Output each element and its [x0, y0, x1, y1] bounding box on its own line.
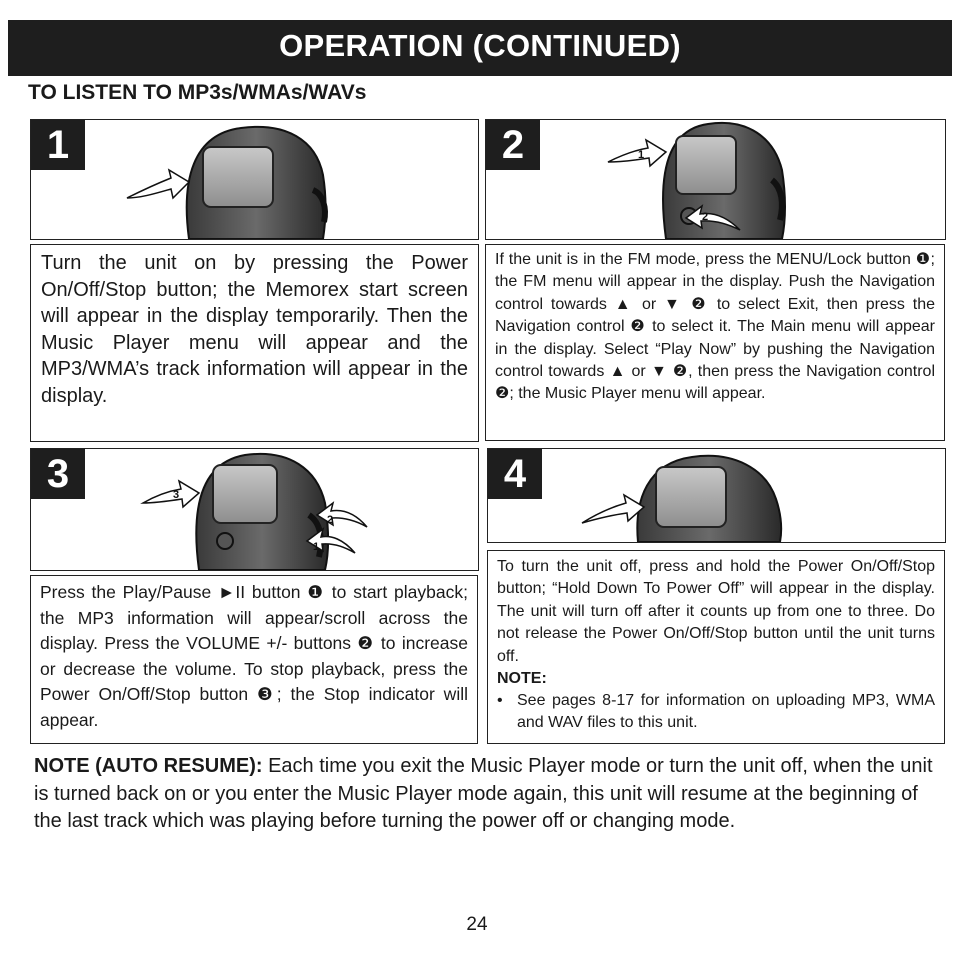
- step-4-number: 4: [488, 449, 542, 499]
- step-1-text-box: [30, 244, 479, 442]
- step-4-text-box: [487, 550, 945, 744]
- arrow-icon: [582, 495, 644, 523]
- bullet-icon: •: [497, 692, 503, 710]
- auto-resume-note: [34, 753, 944, 836]
- device-illustration: [31, 120, 478, 239]
- step-2-text: If the unit is in the FM mode, press the MENU/Lock button ❶; the FM menu will appear in the display. Push the Navigation control towards ▲ or ▼ ❷ to select Exit, then press the Navigation control ❷ to select it. The Main menu will appear in the display. Select “Play Now” by pushing the Navigation control towards ▲ or ▼ ❷, then press the Navigation control ❷; the Music Player menu will appear.: [495, 251, 935, 403]
- section-title: TO LISTEN TO MP3s/WMAs/WAVs: [28, 81, 367, 104]
- display-screen: [203, 147, 273, 207]
- step-2-text-box: [485, 244, 945, 441]
- callout-2: 2: [327, 514, 334, 526]
- note-item-text: See pages 8-17 for information on uploading MP3, WMA and WAV files to this unit.: [517, 692, 935, 732]
- arrow-icon: [127, 170, 189, 198]
- note-label: NOTE:: [497, 670, 547, 688]
- step-2-number: 2: [486, 120, 540, 170]
- auto-resume-text: Each time you exit the Music Player mode or turn the unit off, when the unit is turned back on or you enter the Music Player mode again, this unit will resume at the beginning of the last track which was playing before turning the power off or changing mode.: [34, 755, 933, 832]
- auto-resume-label: NOTE (AUTO RESUME):: [34, 755, 263, 777]
- step-1-illustration: [30, 119, 479, 240]
- step-3-number: 3: [31, 449, 85, 499]
- callout-1: 1: [313, 541, 320, 553]
- step-1-text: Turn the unit on by pressing the Power On/Off/Stop button; the Memorex start screen will appear in the display temporarily. Then the Music Player menu will appear and the MP3/WMA’s track information will appear in the display.: [41, 252, 468, 407]
- device-illustration: [31, 449, 478, 570]
- device-illustration: [486, 120, 945, 239]
- step-4-illustration: [487, 448, 946, 543]
- step-1-number: 1: [31, 120, 85, 170]
- callout-1: 1: [638, 149, 645, 161]
- step-3-text: Press the Play/Pause ►II button ❶ to start playback; the MP3 information will appear/scroll across the display. Press the VOLUME +/- buttons ❷ to increase or decrease the volume. To stop playback, press the Power On/Off/Stop button ❸; the Stop indicator will appear.: [40, 582, 468, 730]
- step-2-illustration: [485, 119, 946, 240]
- arrow-icon: [143, 481, 199, 507]
- device-illustration: [488, 449, 945, 542]
- arrow-icon: [608, 140, 666, 166]
- callout-2: 2: [702, 211, 709, 223]
- step-3-text-box: [30, 575, 478, 744]
- page-number: 24: [466, 914, 488, 935]
- step-4-text: To turn the unit off, press and hold the Power On/Off/Stop button; “Hold Down To Power Off” will appear in the display. The unit will turn off after it counts up from one to three. Do not release the Power On/Off/Stop button until the unit turns off.: [497, 558, 935, 665]
- note-item: [488, 690, 944, 735]
- header-banner: [8, 20, 952, 76]
- page-title: OPERATION (CONTINUED): [279, 28, 681, 63]
- callout-3: 3: [173, 489, 180, 501]
- step-3-illustration: [30, 448, 479, 571]
- stop-button: [217, 533, 233, 549]
